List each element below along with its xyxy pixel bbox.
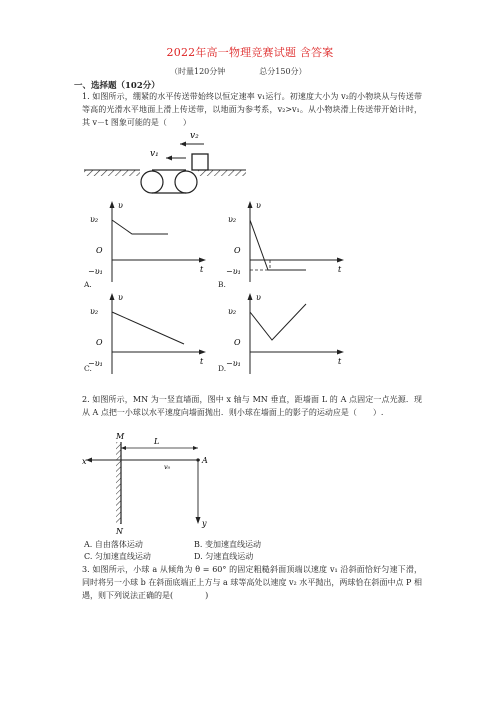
svg-text:v₀: v₀ bbox=[164, 463, 171, 471]
label-v1: v₁ bbox=[150, 149, 159, 159]
exam-meta bbox=[170, 66, 307, 77]
roller-left bbox=[141, 171, 163, 193]
option-a-label: A. bbox=[84, 280, 92, 289]
question-2-text: 2. 如图所示，MN 为一竖直墙面，图中 x 轴与 MN 垂直，距墙面 L 的 A 点固定一点光源．现从 A 点把一小球以水平速度向墙面抛出．则小球在墙面上的影子的运动应是（ ）. bbox=[82, 395, 422, 417]
option-b-label: B. bbox=[218, 280, 226, 289]
graph-b-line bbox=[250, 220, 306, 270]
svg-text:υ: υ bbox=[256, 201, 261, 210]
svg-text:υ₂: υ₂ bbox=[90, 307, 99, 316]
wall-figure bbox=[80, 428, 230, 536]
ground-left bbox=[84, 170, 140, 176]
graph-c bbox=[84, 290, 212, 384]
section-heading: 一、选择题（102分） bbox=[74, 81, 160, 91]
svg-text:L: L bbox=[154, 437, 160, 446]
svg-text:y: y bbox=[202, 519, 207, 528]
svg-text:t: t bbox=[200, 357, 204, 366]
option-d-label: D. bbox=[218, 364, 227, 373]
svg-text:υ₂: υ₂ bbox=[90, 215, 99, 224]
svg-text:O: O bbox=[234, 246, 241, 255]
total-score: 总分150分） bbox=[259, 67, 307, 76]
label-v2: v₂ bbox=[190, 131, 199, 141]
graph-c-line bbox=[112, 312, 184, 344]
svg-text:υ: υ bbox=[256, 293, 261, 302]
graph-a bbox=[84, 198, 212, 292]
q2-option-d: D. 匀速直线运动 bbox=[194, 552, 254, 561]
page-title: 2022年高一物理竞赛试题 含答案 bbox=[166, 46, 334, 59]
option-c-label: C. bbox=[84, 364, 92, 373]
roller-right bbox=[175, 171, 197, 193]
graph-d-line bbox=[250, 304, 306, 340]
svg-text:−υ₁: −υ₁ bbox=[226, 359, 241, 368]
svg-text:υ₂: υ₂ bbox=[228, 215, 237, 224]
q2-option-b: B. 变加速直线运动 bbox=[194, 540, 261, 549]
question-1-text: 1. 如图所示，绷紧的水平传送带始终以恒定速率 v₁运行。初速度大小为 v₂的小物块从与传送带等高的光滑水平地面上滑上传送带，以地面为参考系，v₂>v₁。从小物块滑上传送带开始计时，其 v－t 图象可能的是（ ） bbox=[82, 92, 422, 127]
conveyor-figure bbox=[80, 126, 250, 200]
svg-text:υ₂: υ₂ bbox=[228, 307, 237, 316]
wall-hatch bbox=[116, 442, 121, 524]
svg-text:N: N bbox=[116, 527, 123, 536]
question-3-text: 3. 如图所示，小球 a 从倾角为 θ = 60° 的固定粗糙斜面顶端以速度 v₁ 沿斜面恰好匀速下滑，同时将另一小球 b 在斜面底端正上方与 a 球等高处以速度 v₂ 水平抛出，两球恰在斜面中点 P 相遇，则下列说法正确的是( ) bbox=[82, 565, 422, 600]
q2-option-a: A. 自由落体运动 bbox=[84, 540, 143, 549]
svg-text:O: O bbox=[96, 338, 103, 347]
svg-text:t: t bbox=[338, 357, 342, 366]
svg-text:t: t bbox=[200, 265, 204, 274]
block bbox=[192, 154, 208, 170]
svg-text:O: O bbox=[96, 246, 103, 255]
svg-text:−υ₁: −υ₁ bbox=[88, 267, 103, 276]
svg-text:M: M bbox=[116, 432, 125, 441]
q2-option-c: C. 匀加速直线运动 bbox=[84, 552, 151, 561]
svg-text:υ: υ bbox=[118, 293, 123, 302]
graph-b bbox=[222, 198, 350, 292]
light-source-a bbox=[196, 458, 199, 461]
svg-text:υ: υ bbox=[118, 201, 123, 210]
svg-text:A: A bbox=[202, 456, 208, 465]
time-limit: （时量120分钟 bbox=[170, 67, 226, 76]
svg-text:O: O bbox=[234, 338, 241, 347]
graph-a-line bbox=[112, 220, 168, 234]
svg-text:x: x bbox=[82, 457, 87, 466]
svg-text:−υ₁: −υ₁ bbox=[88, 359, 103, 368]
graph-d bbox=[222, 290, 350, 384]
svg-text:−υ₁: −υ₁ bbox=[226, 267, 241, 276]
svg-text:t: t bbox=[338, 265, 342, 274]
ground-right bbox=[198, 170, 246, 176]
